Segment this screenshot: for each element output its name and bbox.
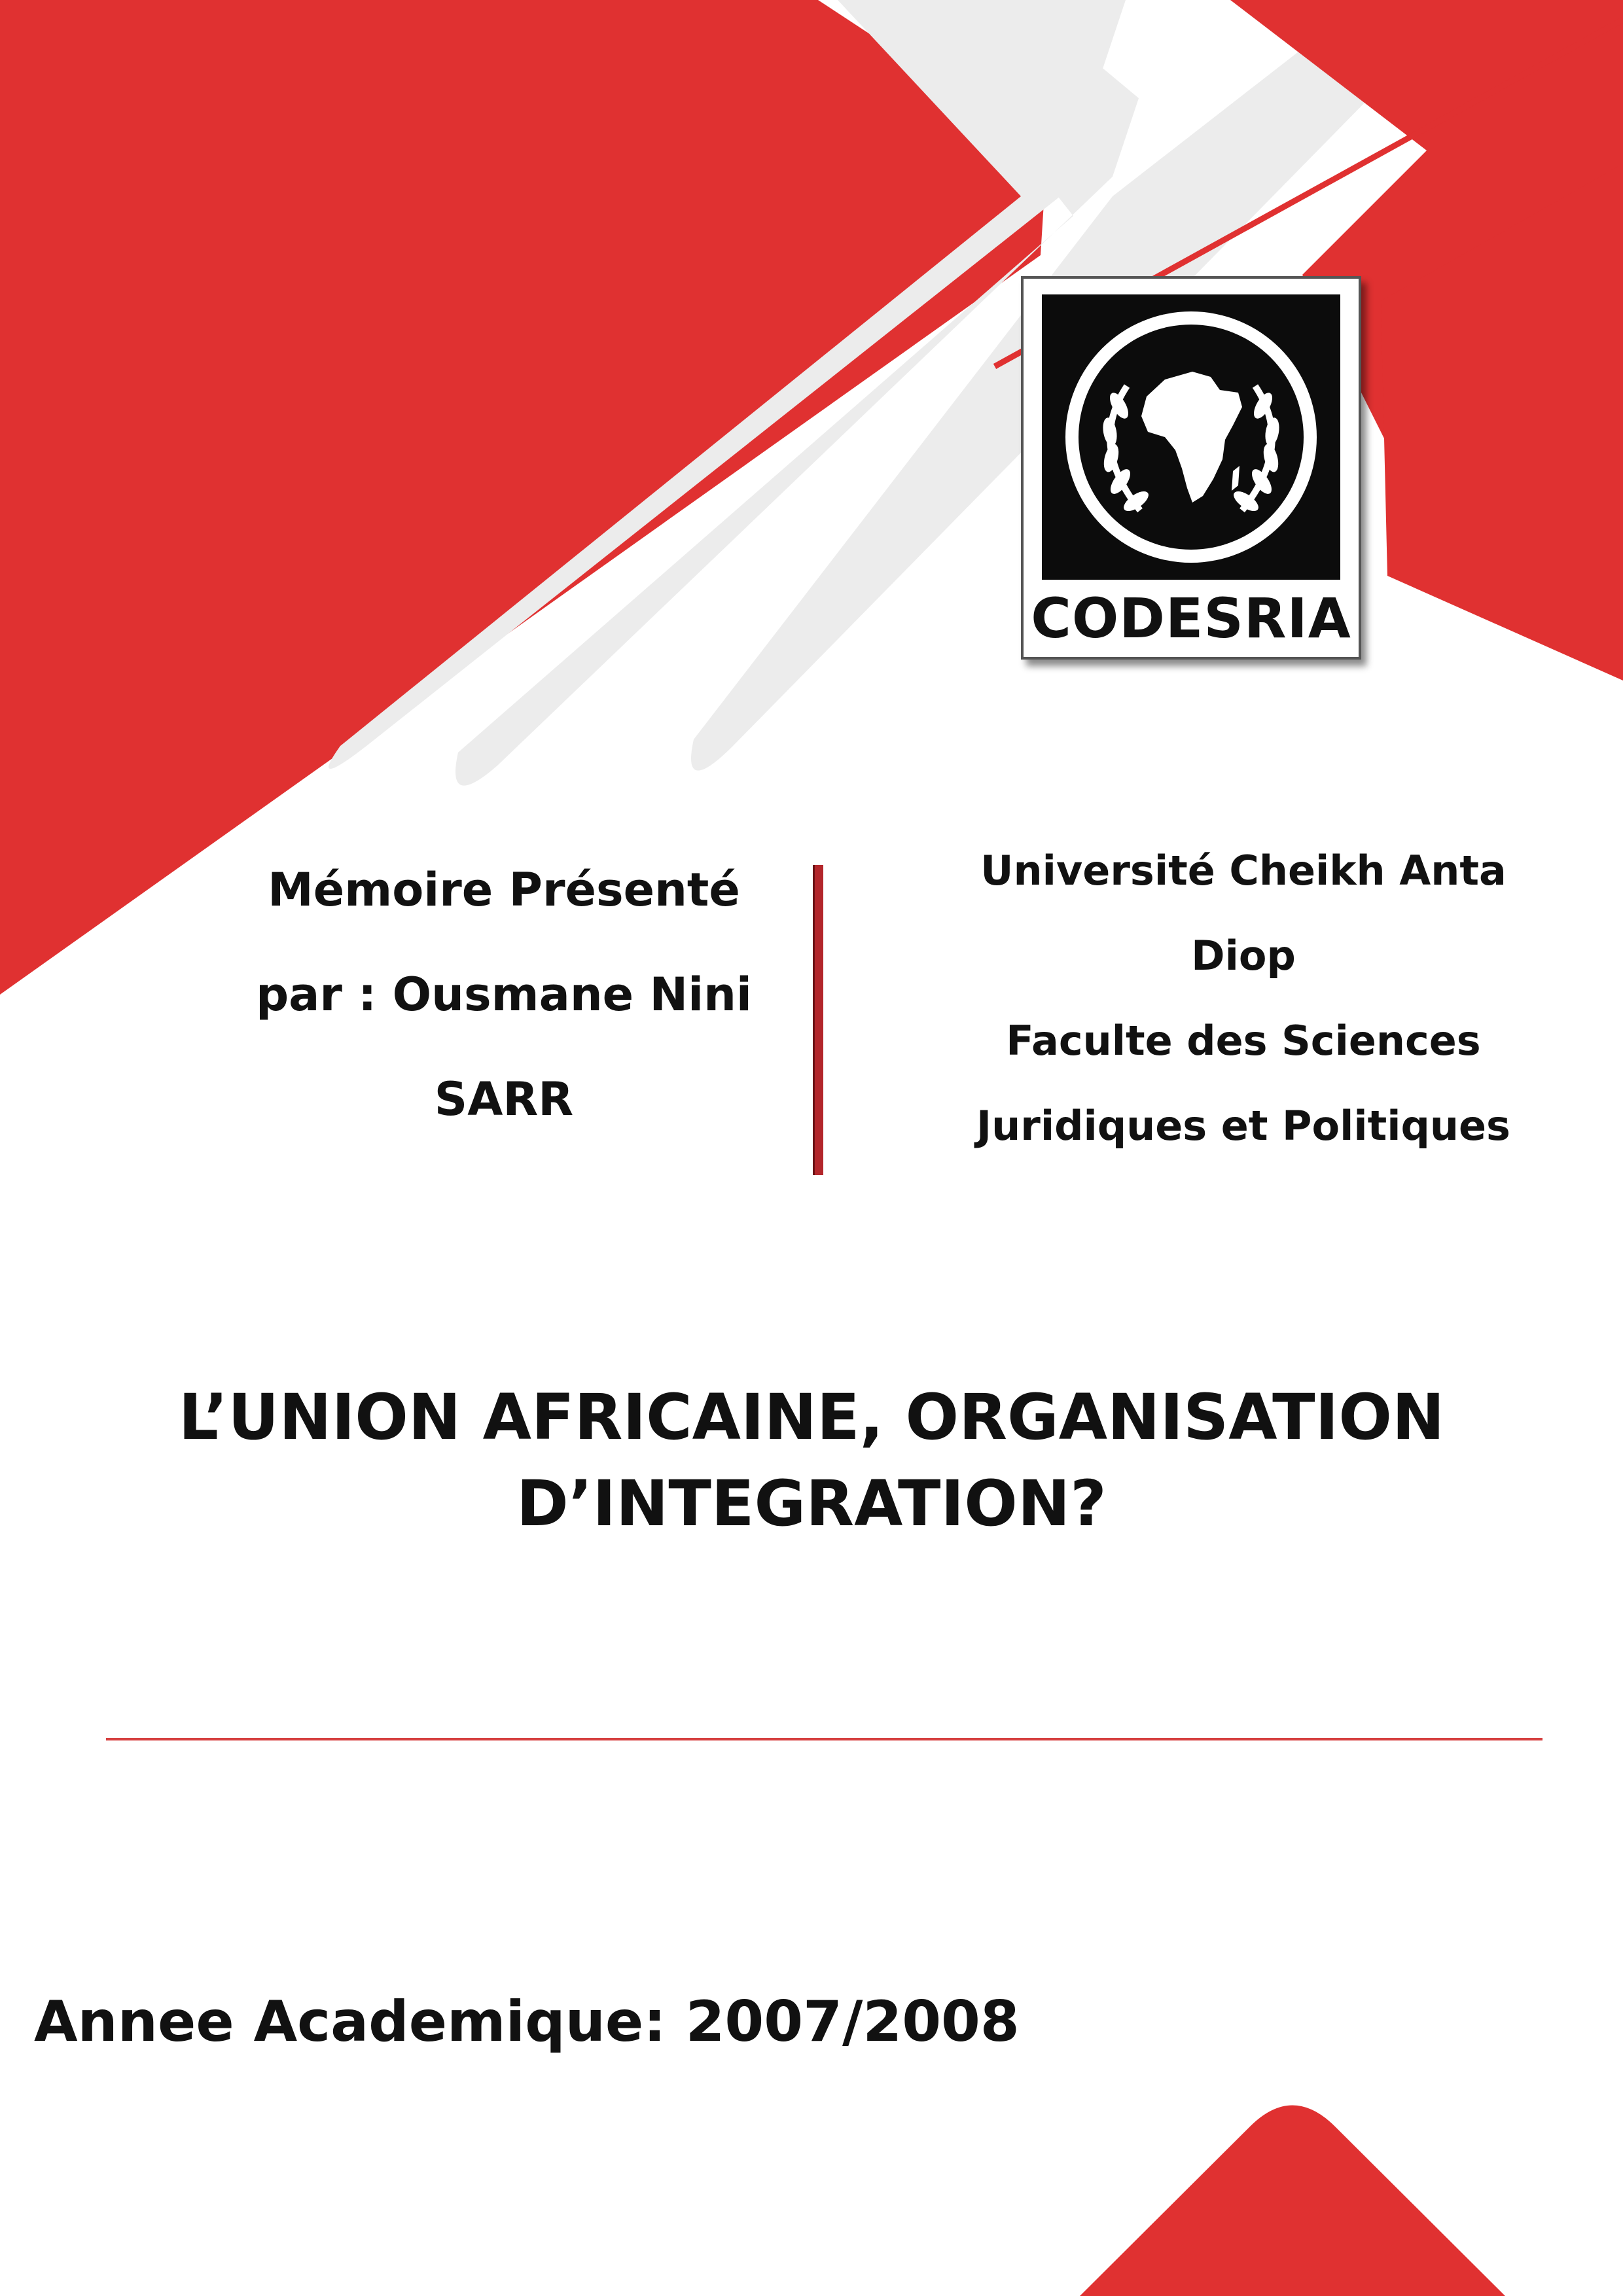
author-line: par : Ousmane Nini — [256, 968, 752, 1021]
logo-wordmark: CODESRIA — [1031, 586, 1351, 650]
institution-line: Université Cheikh Anta — [980, 847, 1507, 894]
horizontal-rule — [106, 1738, 1543, 1740]
title-line: L’UNION AFRICAINE, ORGANISATION — [178, 1381, 1445, 1454]
title-line: D’INTEGRATION? — [516, 1467, 1107, 1540]
academic-year: Annee Academique: 2007/2008 — [34, 1989, 1020, 2055]
author-block — [196, 838, 812, 1152]
institution-line: Diop — [1191, 932, 1296, 980]
document-title — [92, 1374, 1531, 1547]
logo-emblem-panel — [1042, 294, 1340, 580]
institution-line: Faculte des Sciences — [1006, 1017, 1481, 1065]
codesria-logo — [1021, 276, 1361, 660]
institution-block — [942, 828, 1544, 1169]
red-triangle-bottom-right — [1080, 2106, 1505, 2296]
africa-laurel-emblem-icon — [1042, 294, 1340, 580]
author-line: Mémoire Présenté — [268, 863, 740, 917]
author-line: SARR — [434, 1072, 574, 1126]
vertical-divider — [813, 865, 823, 1175]
institution-line: Juridiques et Politiques — [976, 1102, 1510, 1150]
